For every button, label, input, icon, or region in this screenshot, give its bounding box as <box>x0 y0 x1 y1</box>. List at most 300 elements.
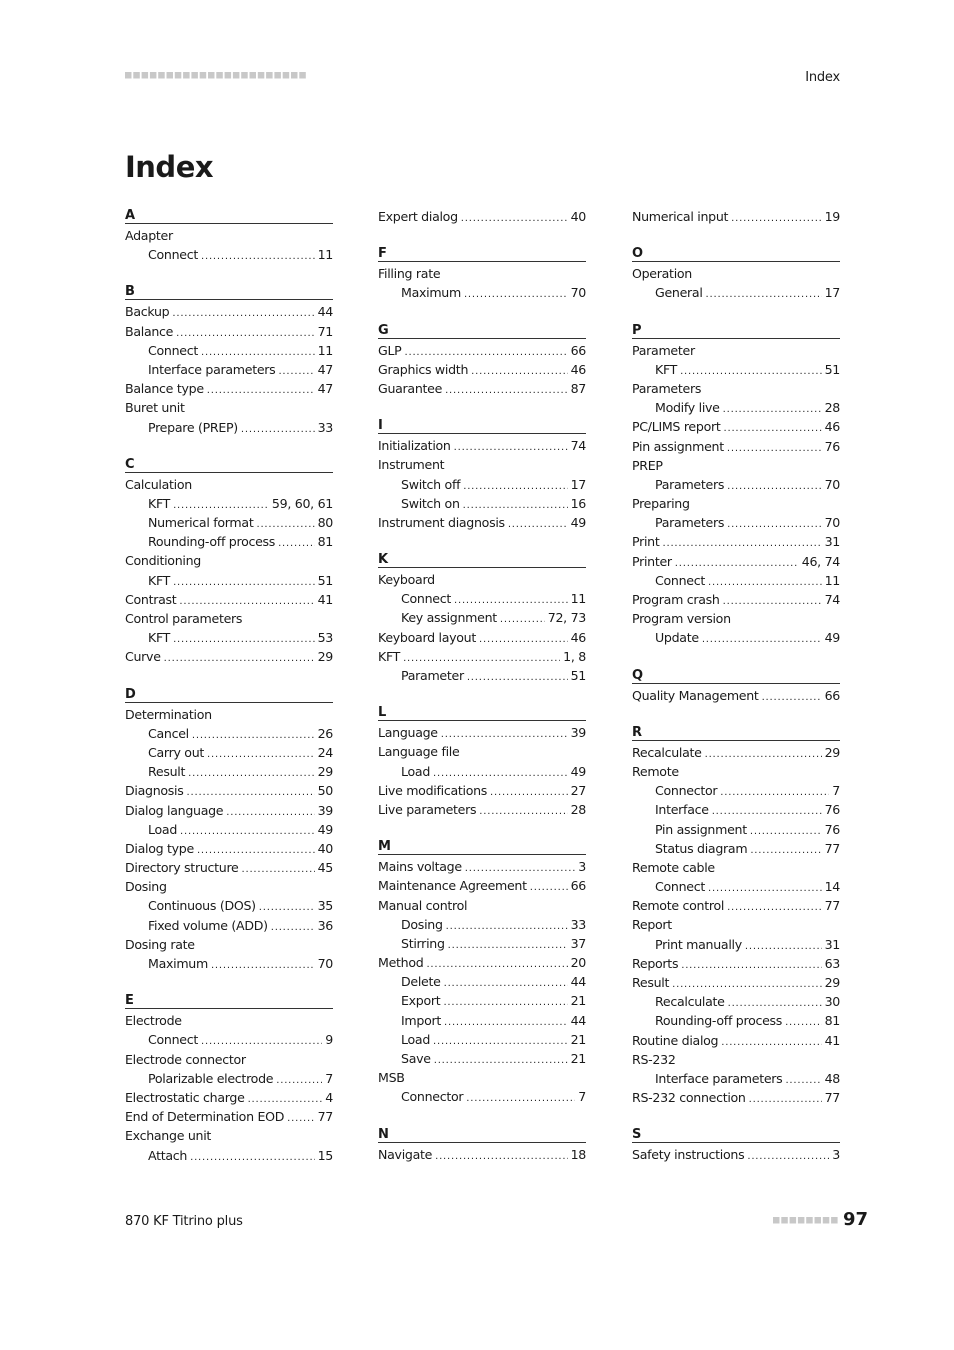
entry-label: Preparing <box>632 496 690 512</box>
index-subentry <box>125 1030 333 1049</box>
decoration-square <box>781 1217 788 1224</box>
entry-label: Connector <box>655 783 718 799</box>
decoration-square <box>831 1217 838 1224</box>
index-subentry <box>632 800 840 819</box>
entry-label: Connector <box>401 1089 464 1105</box>
entry-label: Conditioning <box>125 553 201 569</box>
entry-page-reference: 11 <box>317 247 333 263</box>
decoration-square <box>291 72 298 79</box>
entry-label: Guarantee <box>378 380 443 396</box>
entry-page-reference: 76 <box>824 438 840 454</box>
entry-page-reference: 7 <box>578 1089 586 1105</box>
entry-label: Interface parameters <box>655 1070 783 1086</box>
entry-label: Pin assignment <box>632 438 724 454</box>
dot-leader <box>172 304 314 323</box>
dot-leader <box>173 630 314 649</box>
entry-label: Keyboard <box>378 572 435 588</box>
entry-label: Program crash <box>632 592 720 607</box>
index-subentry <box>632 877 840 896</box>
index-section <box>632 667 840 705</box>
index-entry <box>378 781 586 800</box>
dot-leader <box>762 688 822 707</box>
entry-label: Adapter <box>125 228 173 243</box>
dot-leader <box>681 956 821 975</box>
dot-leader <box>750 822 822 841</box>
index-entry <box>378 455 586 474</box>
entry-page-reference: 46 <box>824 419 840 435</box>
index-entry <box>378 570 586 589</box>
entry-label: Switch on <box>401 495 460 511</box>
entry-page-reference: 76 <box>824 821 840 837</box>
entry-page-reference: 51 <box>824 361 840 377</box>
index-subentry <box>125 743 333 762</box>
entry-page-reference: 17 <box>570 476 586 492</box>
index-subentry <box>632 1069 840 1088</box>
entry-label: Live parameters <box>378 801 477 817</box>
decoration-square <box>266 72 273 79</box>
entry-page-reference: 1, 8 <box>563 648 586 664</box>
decoration-square <box>208 72 215 79</box>
entry-label: KFT <box>378 648 401 664</box>
entry-label: Update <box>655 630 699 646</box>
decoration-square <box>133 72 140 79</box>
index-entry <box>125 877 333 896</box>
entry-label: Connect <box>655 572 705 588</box>
index-section <box>378 838 586 1106</box>
dot-leader <box>211 956 315 975</box>
decoration-square <box>823 1217 830 1224</box>
entry-label: Electrode connector <box>125 1051 246 1067</box>
index-entry <box>632 1145 840 1164</box>
index-entry <box>378 264 586 283</box>
dot-leader <box>463 477 567 496</box>
index-entry <box>632 762 840 781</box>
decoration-square <box>158 72 165 79</box>
section-letter: E <box>125 992 333 1009</box>
entry-label: Attach <box>148 1147 188 1163</box>
entry-page-reference: 44 <box>317 304 333 320</box>
entry-page-reference: 49 <box>824 630 840 646</box>
index-subentry <box>378 934 586 953</box>
index-subentry <box>378 283 586 302</box>
index-subentry <box>632 283 840 302</box>
entry-label: Dosing <box>401 916 443 932</box>
entry-page-reference: 59, 60, 61 <box>271 495 333 511</box>
entry-page-reference: 41 <box>317 591 333 607</box>
entry-label: Load <box>148 821 178 837</box>
index-entry <box>125 475 333 494</box>
entry-label: Polarizable electrode <box>148 1070 274 1086</box>
entry-page-reference: 37 <box>570 935 586 951</box>
dot-leader <box>180 822 315 841</box>
index-subentry <box>632 935 840 954</box>
dot-leader <box>708 573 822 592</box>
dot-leader <box>727 515 821 534</box>
entry-page-reference: 70 <box>317 956 333 971</box>
entry-label: Status diagram <box>655 840 748 856</box>
entry-page-reference: 7 <box>325 1070 333 1086</box>
entry-label: Export <box>401 993 441 1009</box>
entry-page-reference: 53 <box>317 630 333 646</box>
entry-page-reference: 76 <box>824 802 840 818</box>
entry-page-reference: 29 <box>824 744 840 760</box>
index-subentry <box>125 245 333 264</box>
entry-label: Language file <box>378 744 460 760</box>
entry-label: Buret unit <box>125 400 185 416</box>
entry-label: Pin assignment <box>655 821 747 837</box>
entry-page-reference: 40 <box>570 209 586 224</box>
entry-page-reference: 66 <box>570 342 586 358</box>
dot-leader <box>723 592 822 611</box>
entry-label: Rounding-off process <box>655 1013 783 1029</box>
index-entry <box>125 398 333 417</box>
entry-page-reference: 49 <box>570 763 586 779</box>
dot-leader <box>662 534 821 553</box>
dot-leader <box>241 420 315 439</box>
entry-label: Directory structure <box>125 860 239 876</box>
index-entry <box>632 379 840 398</box>
dot-leader <box>190 1148 314 1167</box>
index-section <box>632 207 840 226</box>
decoration-square <box>798 1217 805 1224</box>
section-letter: C <box>125 456 333 473</box>
index-section <box>378 207 586 226</box>
dot-leader <box>207 381 315 400</box>
section-letter: P <box>632 322 840 339</box>
entry-label: Carry out <box>148 744 205 760</box>
dot-leader <box>454 438 568 457</box>
entry-label: Interface <box>655 802 709 818</box>
dot-leader <box>500 610 545 629</box>
index-subentry <box>378 589 586 608</box>
entry-page-reference: 87 <box>570 380 586 396</box>
index-entry <box>378 800 586 819</box>
entry-label: Print manually <box>655 936 742 952</box>
index-subentry <box>125 418 333 437</box>
decoration-square <box>790 1217 797 1224</box>
entry-page-reference: 3 <box>832 1147 840 1163</box>
dot-leader <box>188 764 314 783</box>
entry-label: Dosing rate <box>125 936 195 952</box>
entry-page-reference: 28 <box>570 801 586 817</box>
index-section <box>125 686 333 974</box>
entry-label: General <box>655 285 703 301</box>
index-subentry <box>632 992 840 1011</box>
index-subentry <box>378 1049 586 1068</box>
entry-label: Numerical format <box>148 515 254 531</box>
entry-label: Control parameters <box>125 611 243 626</box>
dot-leader <box>727 477 821 496</box>
entry-page-reference: 16 <box>570 495 586 511</box>
entry-label: Parameters <box>632 380 702 396</box>
decoration-square <box>167 72 174 79</box>
index-subentry <box>632 781 840 800</box>
index-entry <box>632 915 840 934</box>
index-entry <box>378 647 586 666</box>
entry-label: RS-232 connection <box>632 1090 746 1106</box>
entry-page-reference: 81 <box>317 534 333 550</box>
dot-leader <box>271 918 315 937</box>
index-subentry <box>378 1087 586 1106</box>
entry-label: Expert dialog <box>378 209 458 224</box>
entry-label: Dialog language <box>125 802 224 818</box>
index-entry <box>125 590 333 609</box>
entry-label: Dosing <box>125 879 167 895</box>
dot-leader <box>434 1051 568 1070</box>
entry-label: Key assignment <box>401 610 497 626</box>
dot-leader <box>530 878 568 897</box>
entry-page-reference: 39 <box>317 802 333 818</box>
index-entry <box>378 513 586 532</box>
dot-leader <box>226 803 314 822</box>
entry-label: GLP <box>378 342 402 358</box>
index-subentry <box>125 341 333 360</box>
decoration-square <box>216 72 223 79</box>
index-entry <box>632 609 840 628</box>
entry-label: Rounding-off process <box>148 534 276 550</box>
index-section <box>632 322 840 648</box>
dot-leader <box>464 285 568 304</box>
entry-label: Modify live <box>655 400 720 416</box>
entry-page-reference: 70 <box>570 285 586 301</box>
entry-label: Balance <box>125 323 174 339</box>
index-entry <box>632 743 840 762</box>
entry-page-reference: 50 <box>317 783 333 799</box>
entry-page-reference: 31 <box>824 936 840 952</box>
dot-leader <box>747 1147 829 1166</box>
index-subentry <box>378 1030 586 1049</box>
entry-page-reference: 7 <box>832 783 840 799</box>
section-letter: N <box>378 1126 586 1143</box>
dot-leader <box>287 1109 314 1128</box>
dot-leader <box>446 917 568 936</box>
entry-label: Stirring <box>401 935 445 951</box>
dot-leader <box>276 1071 322 1090</box>
entry-label: End of Determination EOD <box>125 1109 285 1125</box>
index-section <box>378 704 586 819</box>
entry-label: Connect <box>401 591 451 607</box>
entry-label: Printer <box>632 553 672 569</box>
entry-label: PC/LIMS report <box>632 419 721 435</box>
entry-label: Cancel <box>148 725 189 741</box>
index-section <box>632 724 840 1108</box>
entry-page-reference: 24 <box>317 744 333 760</box>
index-section <box>125 456 333 667</box>
entry-page-reference: 15 <box>317 1147 333 1163</box>
index-section <box>378 1126 586 1164</box>
entry-page-reference: 63 <box>824 955 840 971</box>
index-entry <box>632 590 840 609</box>
entry-label: Remote control <box>632 898 725 914</box>
entry-page-reference: 28 <box>824 400 840 416</box>
entry-label: Safety instructions <box>632 1147 745 1163</box>
index-entry <box>632 341 840 360</box>
entry-label: Live modifications <box>378 782 488 798</box>
index-subentry <box>378 494 586 513</box>
index-entry <box>632 1031 840 1050</box>
section-letter: M <box>378 838 586 855</box>
dot-leader <box>207 745 315 764</box>
index-subentry <box>125 954 333 973</box>
decoration-square <box>258 72 265 79</box>
index-entry <box>632 417 840 436</box>
index-section <box>378 322 586 399</box>
index-entry <box>378 1145 586 1164</box>
index-entry <box>632 686 840 705</box>
decoration-square <box>191 72 198 79</box>
entry-page-reference: 48 <box>824 1070 840 1086</box>
index-entry <box>378 628 586 647</box>
entry-page-reference: 45 <box>317 860 333 876</box>
index-subentry <box>125 724 333 743</box>
dot-leader <box>164 649 315 668</box>
index-entry <box>378 341 586 360</box>
dot-leader <box>706 285 822 304</box>
entry-label: Initialization <box>378 438 451 454</box>
dot-leader <box>444 1013 568 1032</box>
entry-label: Continuous (DOS) <box>148 898 256 914</box>
dot-leader <box>723 400 822 419</box>
entry-page-reference: 3 <box>578 859 586 875</box>
entry-label: Save <box>401 1051 431 1066</box>
entry-page-reference: 41 <box>824 1032 840 1048</box>
entry-page-reference: 29 <box>317 649 333 665</box>
entry-page-reference: 17 <box>824 285 840 301</box>
decoration-square <box>241 72 248 79</box>
index-subentry <box>632 475 840 494</box>
dot-leader <box>727 439 822 458</box>
index-subentry <box>632 1011 840 1030</box>
entry-label: Connect <box>655 879 705 895</box>
index-entry <box>632 264 840 283</box>
section-letter: S <box>632 1126 840 1143</box>
dot-leader <box>745 937 822 956</box>
index-subentry <box>125 628 333 647</box>
entry-label: Quality Management <box>632 687 759 703</box>
decoration-square <box>815 1217 822 1224</box>
entry-label: Fixed volume (ADD) <box>148 917 268 933</box>
index-column-1 <box>125 207 333 1184</box>
entry-label: Filling rate <box>378 266 441 282</box>
entry-page-reference: 74 <box>824 592 840 607</box>
dot-leader <box>461 209 568 228</box>
index-entry <box>125 1088 333 1107</box>
dot-leader <box>680 362 821 381</box>
index-subentry <box>378 608 586 627</box>
entry-page-reference: 81 <box>824 1013 840 1029</box>
section-letter: K <box>378 551 586 568</box>
index-subentry <box>125 1146 333 1165</box>
section-letter: D <box>125 686 333 703</box>
entry-page-reference: 33 <box>317 419 333 435</box>
entry-label: Parameters <box>655 476 725 492</box>
index-entry <box>125 705 333 724</box>
entry-label: Diagnosis <box>125 783 184 799</box>
entry-label: RS-232 <box>632 1051 676 1067</box>
index-subentry <box>632 571 840 590</box>
decoration-square <box>200 72 207 79</box>
dot-leader <box>278 534 314 553</box>
index-section <box>125 207 333 264</box>
decoration-square <box>233 72 240 79</box>
decoration-square <box>806 1217 813 1224</box>
entry-page-reference: 14 <box>824 879 840 895</box>
entry-page-reference: 66 <box>824 687 840 703</box>
index-subentry <box>378 972 586 991</box>
entry-label: Electrode <box>125 1013 182 1029</box>
page-title: Index <box>125 150 214 184</box>
entry-label: Exchange unit <box>125 1128 212 1144</box>
index-entry <box>125 322 333 341</box>
entry-page-reference: 39 <box>570 725 586 741</box>
decoration-square <box>299 72 306 79</box>
index-entry <box>632 954 840 973</box>
entry-page-reference: 49 <box>317 821 333 837</box>
entry-page-reference: 4 <box>325 1089 333 1105</box>
entry-label: Switch off <box>401 476 461 492</box>
index-subentry <box>632 398 840 417</box>
index-subentry <box>125 820 333 839</box>
entry-label: Manual control <box>378 897 468 913</box>
entry-label: Maximum <box>401 285 461 301</box>
entry-page-reference: 51 <box>570 668 586 683</box>
index-subentry <box>125 916 333 935</box>
decoration-square <box>142 72 149 79</box>
index-entry <box>125 1050 333 1069</box>
index-entry <box>632 552 840 571</box>
index-entry <box>125 1011 333 1030</box>
index-entry <box>125 801 333 820</box>
index-entry <box>125 839 333 858</box>
entry-page-reference: 70 <box>824 515 840 531</box>
dot-leader <box>445 381 567 400</box>
entry-label: PREP <box>632 457 663 473</box>
entry-label: Calculation <box>125 476 192 492</box>
dot-leader <box>702 630 822 649</box>
entry-label: Recalculate <box>632 744 702 760</box>
section-letter: O <box>632 245 840 262</box>
entry-page-reference: 77 <box>824 840 840 856</box>
entry-page-reference: 77 <box>824 1090 840 1106</box>
entry-page-reference: 30 <box>824 994 840 1010</box>
index-subentry <box>632 839 840 858</box>
entry-page-reference: 20 <box>570 955 586 971</box>
index-entry <box>378 896 586 915</box>
entry-page-reference: 46 <box>570 629 586 645</box>
index-entry <box>378 723 586 742</box>
entry-label: KFT <box>148 495 171 511</box>
dot-leader <box>724 419 822 438</box>
index-section <box>125 283 333 436</box>
decoration-square <box>773 1217 780 1224</box>
index-entry <box>378 436 586 455</box>
index-subentry <box>632 513 840 532</box>
index-column-2 <box>378 207 586 1183</box>
index-entry <box>125 858 333 877</box>
index-entry <box>632 973 840 992</box>
index-subentry <box>378 666 586 685</box>
index-subentry <box>125 360 333 379</box>
dot-leader <box>508 515 568 534</box>
entry-label: Graphics width <box>378 361 469 377</box>
index-section <box>378 551 586 685</box>
dot-leader <box>278 362 314 381</box>
page-number: 97 <box>842 1209 868 1230</box>
index-section <box>125 992 333 1165</box>
entry-label: Parameters <box>655 515 725 531</box>
section-letter: L <box>378 704 586 721</box>
entry-page-reference: 44 <box>570 974 586 990</box>
